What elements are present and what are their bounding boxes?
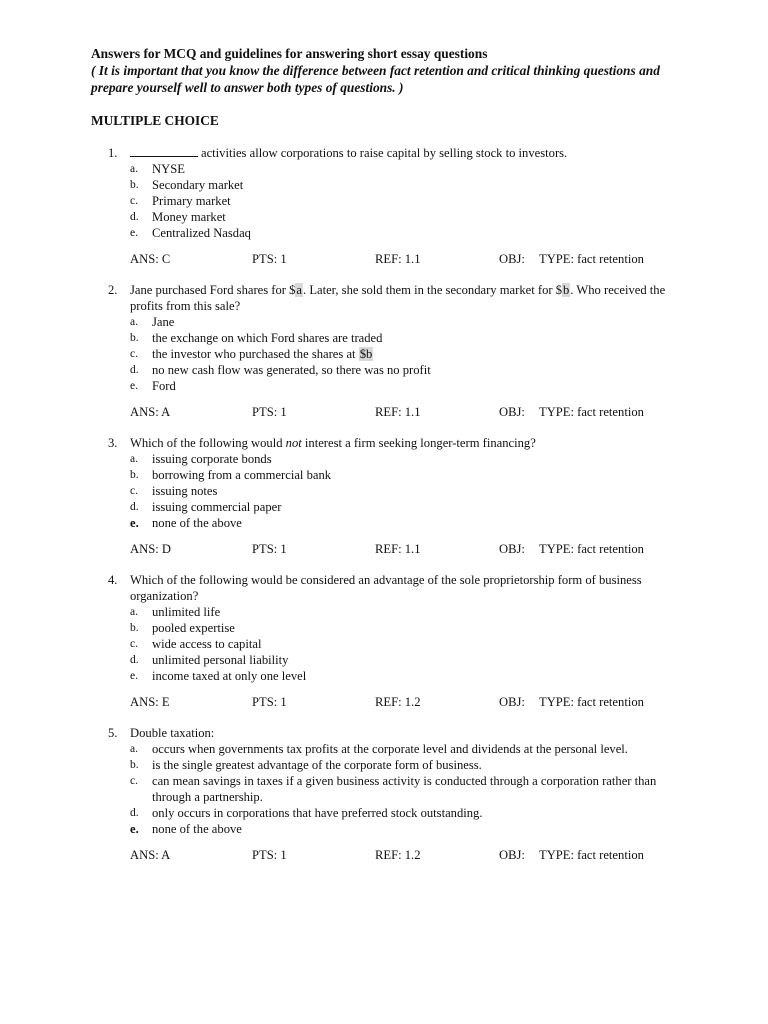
objective: OBJ: [499,405,525,419]
question-type: TYPE: fact retention [539,542,644,556]
stem-text: activities allow corporations to raise capital by selling stock to investors. [201,146,568,160]
points: PTS: 1 [252,542,287,556]
fill-in-blank [130,145,198,157]
highlighted-variable: a [296,283,303,297]
option-c: c. Primary market [130,194,231,208]
reference: REF: 1.1 [375,542,421,556]
option-b: b. borrowing from a commercial bank [130,468,332,482]
option-e: e. none of the above [130,516,242,530]
option-c: c. issuing notes [130,484,218,498]
reference: REF: 1.2 [375,848,421,862]
question-type: TYPE: fact retention [539,848,644,862]
question-stem: 2. Jane purchased Ford shares for $a. Later, she sold them in the secondary market for $b. Who received the profits from this sale? [108,283,666,313]
objective: OBJ: [499,695,525,709]
option-c: c. the investor who purchased the shares at $b [130,347,373,361]
question-number: 2. [108,283,118,297]
page-subtitle: ( It is important that you know the difference between fact retention and critical thinking questions and prepare yourself well to answer both types of questions. ) [91,63,660,95]
answer-metadata [108,404,698,420]
answer-metadata [108,694,698,710]
question-5 [108,725,698,863]
question-type: TYPE: fact retention [539,252,644,266]
answer-key: ANS: D [130,542,171,556]
option-a: a. unlimited life [130,605,221,619]
option-b: b. is the single greatest advantage of the corporate form of business. [130,758,482,772]
emphasized-word: not [285,436,302,450]
option-b: b. Secondary market [130,178,244,192]
option-a: a. NYSE [130,162,185,176]
page-title: Answers for MCQ and guidelines for answering short essay questions [91,46,488,61]
question-3 [108,435,698,557]
answer-key: ANS: C [130,252,171,266]
points: PTS: 1 [252,252,287,266]
highlighted-variable: b [563,283,570,297]
question-2 [108,282,698,420]
option-e: e. Ford [130,379,176,393]
option-e: e. income taxed at only one level [130,669,307,683]
objective: OBJ: [499,252,525,266]
highlighted-variable: $b [359,347,373,361]
option-c: c. can mean savings in taxes if a given business activity is conducted through a corporation rather than through a partnership. [130,774,657,804]
option-list [108,161,698,241]
document-header [91,45,691,96]
question-stem: 3. Which of the following would not interest a firm seeking longer-term financing? [108,436,536,450]
reference: REF: 1.1 [375,405,421,419]
objective: OBJ: [499,848,525,862]
answer-metadata [108,541,698,557]
option-d: d. unlimited personal liability [130,653,289,667]
question-number: 4. [108,573,118,587]
points: PTS: 1 [252,848,287,862]
option-list [108,451,698,531]
answer-metadata [108,847,698,863]
option-d: d. no new cash flow was generated, so there was no profit [130,363,431,377]
option-d: d. only occurs in corporations that have preferred stock outstanding. [130,806,483,820]
option-list [108,314,698,394]
answer-key: ANS: A [130,405,171,419]
option-c: c. wide access to capital [130,637,262,651]
option-b: b. pooled expertise [130,621,235,635]
question-number: 3. [108,436,118,450]
section-heading: MULTIPLE CHOICE [91,113,219,128]
option-e: e. Centralized Nasdaq [130,226,251,240]
points: PTS: 1 [252,405,287,419]
question-type: TYPE: fact retention [539,695,644,709]
option-a: a. Jane [130,315,175,329]
objective: OBJ: [499,542,525,556]
option-d: d. issuing commercial paper [130,500,282,514]
reference: REF: 1.1 [375,252,421,266]
question-type: TYPE: fact retention [539,405,644,419]
question-4 [108,572,698,710]
answer-key: ANS: E [130,695,170,709]
option-e: e. none of the above [130,822,242,836]
reference: REF: 1.2 [375,695,421,709]
question-stem: 4. Which of the following would be considered an advantage of the sole proprietorship form of business organization? [108,573,642,603]
option-a: a. occurs when governments tax profits at the corporate level and dividends at the personal level. [130,742,628,756]
option-a: a. issuing corporate bonds [130,452,272,466]
option-list [108,741,698,837]
question-number: 1. [108,146,118,160]
question-1 [108,145,698,267]
answer-metadata [108,251,698,267]
question-stem: 5. Double taxation: [108,726,215,740]
option-d: d. Money market [130,210,226,224]
option-b: b. the exchange on which Ford shares are traded [130,331,383,345]
question-stem [108,145,698,161]
answer-key: ANS: A [130,848,171,862]
question-number: 5. [108,726,118,740]
points: PTS: 1 [252,695,287,709]
option-list [108,604,698,684]
